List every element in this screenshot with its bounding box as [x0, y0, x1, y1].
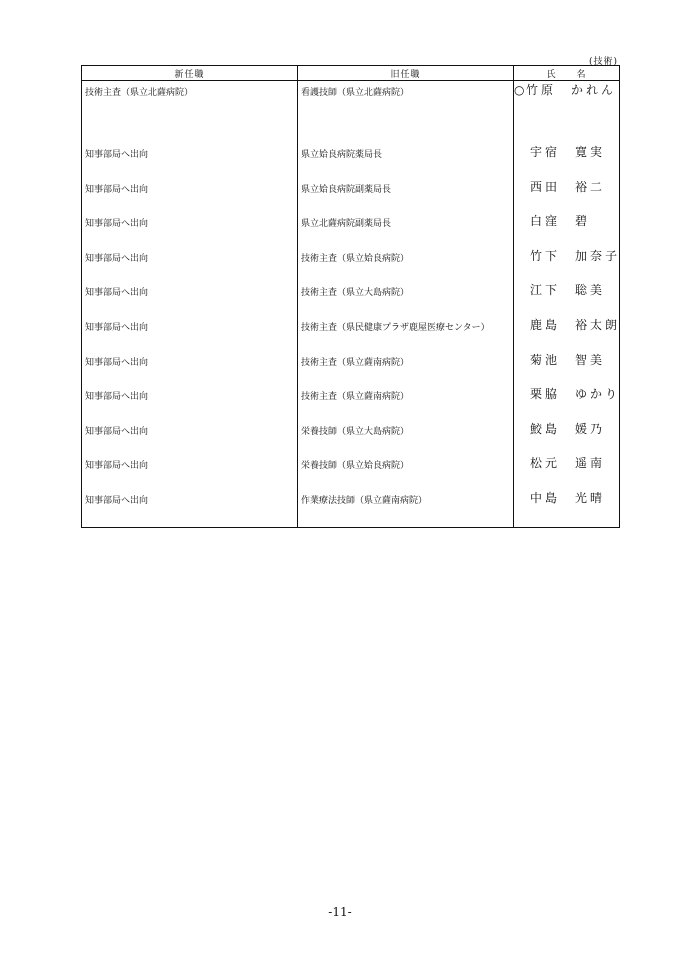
person-name: 白窪 碧: [530, 214, 591, 229]
name-cell: [514, 351, 620, 386]
person-name: 鹿島 裕太朗: [530, 317, 621, 332]
name-cell: [514, 143, 620, 178]
table-row: [82, 489, 620, 528]
new-post-cell: 知事部局へ出向: [82, 178, 298, 213]
name-cell: [514, 316, 620, 351]
old-post-cell: 技術主査（県立薩南病院）: [298, 385, 514, 420]
table-row: [82, 420, 620, 455]
old-post-cell: 看護技師（県立北薩病院）: [298, 81, 514, 144]
name-cell: [514, 178, 620, 213]
table-row: [82, 351, 620, 386]
person-name: 竹原 かれん: [526, 83, 617, 97]
new-post-cell: 技術主査（県立北薩病院）: [82, 81, 298, 144]
old-post-cell: 技術主査（県立薩南病院）: [298, 351, 514, 386]
table-row: [82, 316, 620, 351]
name-cell: [514, 420, 620, 455]
new-post-cell: 知事部局へ出向: [82, 212, 298, 247]
person-name: 宇宿 寛実: [530, 145, 606, 159]
old-post-cell: 技術主査（県立姶良病院）: [298, 247, 514, 282]
table-row: [82, 178, 620, 213]
new-post-cell: 知事部局へ出向: [82, 454, 298, 489]
page-number: -11-: [328, 905, 352, 919]
table-row: [82, 454, 620, 489]
header-name: 氏 名: [514, 66, 620, 81]
table-row: [82, 212, 620, 247]
table-header-row: [82, 66, 620, 81]
new-post-cell: 知事部局へ出向: [82, 420, 298, 455]
new-post-cell: 知事部局へ出向: [82, 489, 298, 528]
old-post-cell: 県立姶良病院副薬局長: [298, 178, 514, 213]
old-post-cell: 作業療法技師（県立薩南病院）: [298, 489, 514, 528]
table-row: [82, 281, 620, 316]
old-post-cell: 技術主査（県民健康プラザ鹿屋医療センター）: [298, 316, 514, 351]
new-post-cell: 知事部局へ出向: [82, 385, 298, 420]
circle-mark: ○: [514, 83, 525, 97]
new-post-cell: 知事部局へ出向: [82, 247, 298, 282]
name-cell: [514, 81, 620, 144]
header-old-post: 旧任職: [298, 66, 514, 81]
old-post-cell: 県立北薩病院副薬局長: [298, 212, 514, 247]
person-name: 西田 裕二: [530, 179, 606, 194]
name-cell: [514, 247, 620, 282]
name-cell: [514, 281, 620, 316]
category-label: (技術): [588, 57, 618, 67]
old-post-cell: 技術主査（県立大島病院）: [298, 281, 514, 316]
old-post-cell: 栄養技師（県立姶良病院）: [298, 454, 514, 489]
old-post-cell: 県立姶良病院薬局長: [298, 143, 514, 178]
name-cell: [514, 454, 620, 489]
table-row: [82, 385, 620, 420]
table-row: [82, 81, 620, 144]
table-row: [82, 143, 620, 178]
table-row: [82, 247, 620, 282]
person-name: 江下 聡美: [530, 283, 606, 298]
old-post-cell: 栄養技師（県立大島病院）: [298, 420, 514, 455]
name-cell: [514, 212, 620, 247]
header-new-post: 新任職: [82, 66, 298, 81]
person-name: 中島 光晴: [530, 490, 606, 505]
person-name: 鮫島 媛乃: [530, 421, 606, 436]
new-post-cell: 知事部局へ出向: [82, 316, 298, 351]
person-name: 菊池 智美: [530, 352, 606, 367]
name-cell: [514, 385, 620, 420]
new-post-cell: 知事部局へ出向: [82, 281, 298, 316]
person-name: 松元 遥南: [530, 456, 606, 471]
person-name: 竹下 加奈子: [530, 248, 621, 263]
person-name: 栗脇 ゆかり: [530, 387, 621, 402]
new-post-cell: 知事部局へ出向: [82, 143, 298, 178]
personnel-table: [81, 65, 620, 528]
new-post-cell: 知事部局へ出向: [82, 351, 298, 386]
name-cell: [514, 489, 620, 528]
